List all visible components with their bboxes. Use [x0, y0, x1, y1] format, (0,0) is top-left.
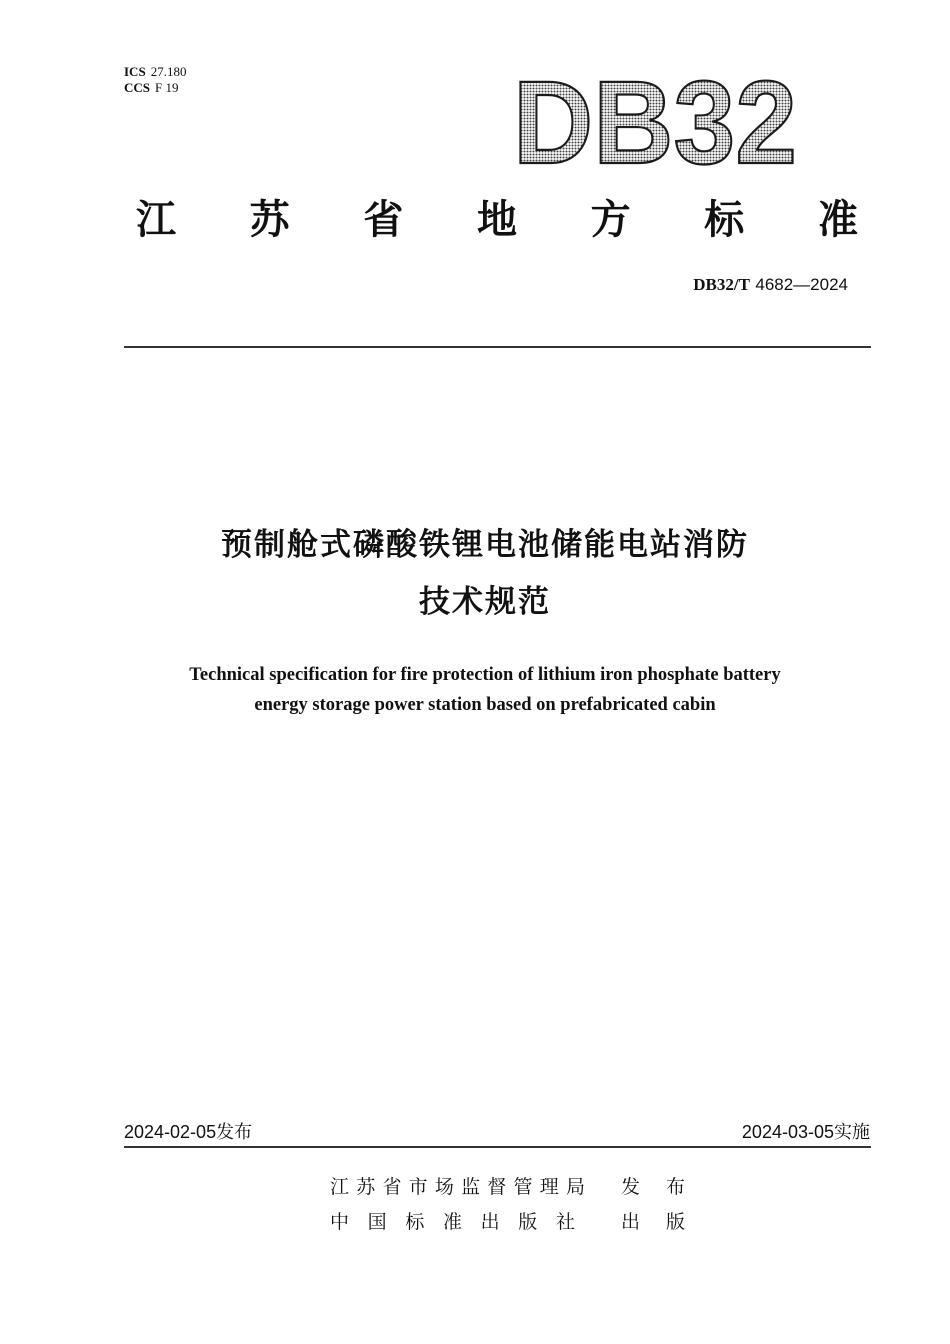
press-org-char: 准 — [442, 1211, 462, 1233]
standard-type-char: 地 — [476, 197, 517, 243]
press-org — [330, 1209, 575, 1235]
publisher-org-char: 管 — [513, 1176, 533, 1198]
publisher-org-char: 场 — [434, 1176, 454, 1198]
press-action-char: 版 — [665, 1211, 685, 1233]
standard-type-char: 方 — [590, 197, 631, 243]
standard-number — [693, 274, 848, 296]
issue-date-label: 发布 — [216, 1122, 253, 1143]
press-action-char: 出 — [621, 1211, 641, 1233]
standard-type-char: 苏 — [249, 197, 290, 243]
title-cn-line2: 技术规范 — [419, 584, 551, 620]
press-row — [330, 1209, 685, 1235]
press-org-char: 版 — [518, 1211, 538, 1233]
press-org-char: 社 — [555, 1211, 575, 1233]
standard-type-heading — [124, 194, 870, 246]
ccs-value: F 19 — [155, 80, 179, 95]
publisher-org-char: 督 — [487, 1176, 507, 1198]
publisher-action-char: 布 — [665, 1176, 685, 1198]
issue-date-value: 2024-02-05 — [124, 1122, 217, 1142]
issue-date — [124, 1120, 252, 1145]
implement-date-label: 实施 — [834, 1122, 870, 1143]
standard-type-char: 准 — [817, 197, 858, 243]
ccs-code — [124, 80, 186, 96]
db32-logo-text: DB32 — [513, 60, 797, 180]
ics-code — [124, 64, 186, 80]
ccs-label: CCS — [124, 80, 151, 95]
publisher-row — [330, 1174, 685, 1200]
ics-value: 27.180 — [150, 64, 187, 79]
press-org-char: 国 — [367, 1211, 387, 1233]
standard-type-char: 省 — [363, 197, 404, 243]
press-action — [621, 1209, 685, 1235]
top-divider — [124, 346, 871, 348]
standard-number-prefix: DB32/T — [693, 275, 750, 294]
press-org-char: 出 — [480, 1211, 500, 1233]
title-en-line2: energy storage power station based on prefabricated cabin — [254, 695, 716, 715]
publisher-action — [621, 1174, 685, 1200]
press-org-char: 中 — [330, 1211, 350, 1233]
publisher-org-char: 局 — [565, 1176, 585, 1198]
publisher-org-char: 江 — [330, 1176, 350, 1198]
ics-label: ICS — [124, 64, 146, 79]
publisher-org-char: 市 — [408, 1176, 428, 1198]
publisher-org-char: 省 — [382, 1176, 402, 1198]
standard-type-char: 江 — [136, 197, 176, 243]
standard-number-value: 4682—2024 — [755, 275, 848, 294]
bottom-divider — [124, 1146, 871, 1148]
implement-date — [742, 1120, 870, 1145]
publisher-org — [330, 1174, 585, 1200]
press-org-char: 标 — [405, 1211, 425, 1233]
title-en-line1: Technical specification for fire protection of lithium iron phosphate battery — [189, 665, 781, 685]
title-cn-line1: 预制舱式磷酸铁锂电池储能电站消防 — [221, 527, 749, 563]
db32-logo — [505, 60, 805, 180]
standard-type-char: 标 — [704, 197, 745, 243]
publisher-org-char: 苏 — [356, 1176, 376, 1198]
classification-codes — [124, 64, 186, 96]
publisher-org-char: 理 — [539, 1176, 559, 1198]
implement-date-value: 2024-03-05 — [741, 1122, 834, 1142]
publisher-action-char: 发 — [621, 1176, 641, 1198]
publisher-org-char: 监 — [461, 1176, 481, 1198]
